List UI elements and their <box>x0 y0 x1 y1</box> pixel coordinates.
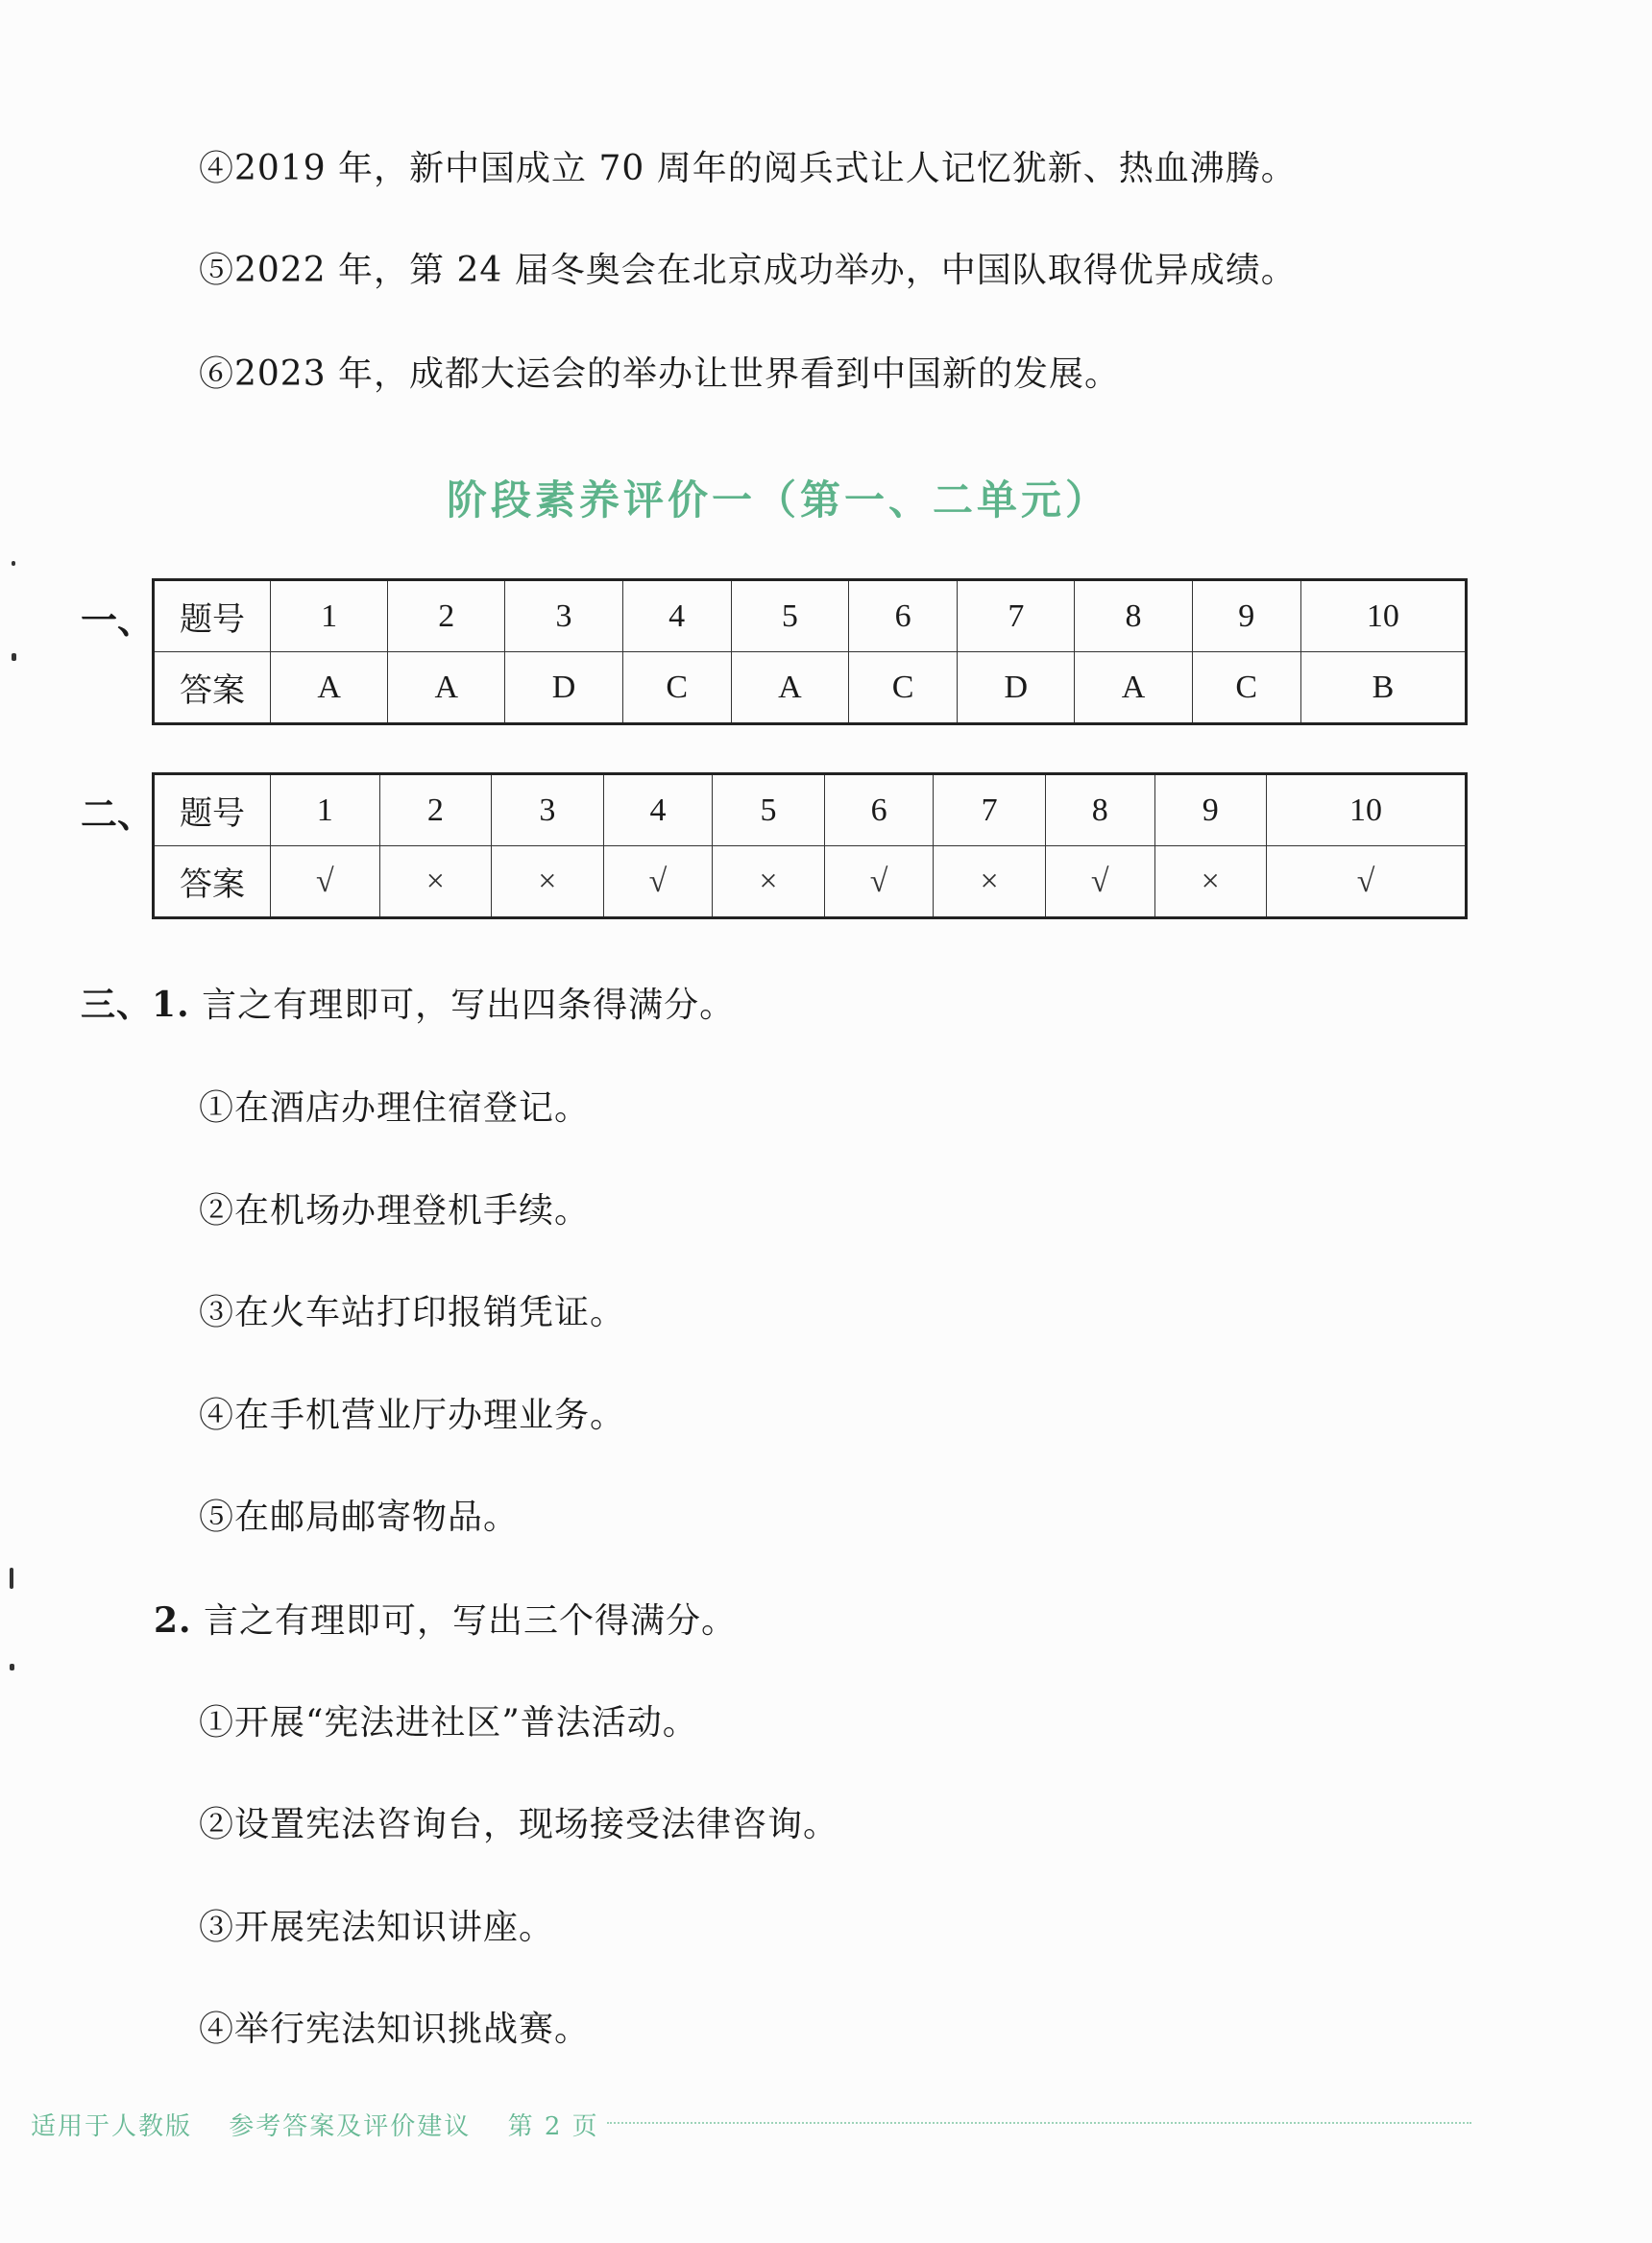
question-number: 8 <box>1075 580 1192 652</box>
q2-item: ④举行宪法知识挑战赛。 <box>199 2010 591 2049</box>
q1-item: ④在手机营业厅办理业务。 <box>199 1396 626 1435</box>
footer-book: 参考答案及评价建议 <box>229 2112 472 2141</box>
answer-cell: A <box>1075 652 1192 724</box>
answer-mark: × <box>1154 846 1267 918</box>
table-row-answers <box>154 652 1467 724</box>
answer-cell: C <box>848 652 957 724</box>
page-footer <box>31 2107 599 2142</box>
question-number: 7 <box>934 774 1046 846</box>
answer-cell: C <box>1192 652 1300 724</box>
question-number: 5 <box>713 774 825 846</box>
q1-item: ⑤在邮局邮寄物品。 <box>199 1498 520 1537</box>
scan-speck <box>10 1664 14 1670</box>
answer-mark: × <box>492 846 604 918</box>
row-header: 答案 <box>154 846 271 918</box>
q2-number: 2. <box>154 1600 192 1641</box>
answer-cell: A <box>271 652 388 724</box>
part3-label: 三、 <box>81 985 153 1025</box>
scan-speck <box>12 653 16 661</box>
answer-mark: × <box>379 846 492 918</box>
q2-item: ①开展“宪法进社区”普法活动。 <box>199 1703 698 1743</box>
question-number: 5 <box>731 580 848 652</box>
question-number: 4 <box>603 774 713 846</box>
footer-edition: 适用于人教版 <box>31 2112 193 2141</box>
question-number: 9 <box>1154 774 1267 846</box>
section-title: 阶段素养评价一（第一、二单元） <box>446 476 1109 524</box>
row-header: 题号 <box>154 774 271 846</box>
scan-speck <box>10 1568 13 1589</box>
question-number: 1 <box>271 774 380 846</box>
q2-prompt: 言之有理即可，写出三个得满分。 <box>204 1601 738 1641</box>
q1-item: ③在火车站打印报销凭证。 <box>199 1293 626 1332</box>
answer-mark: √ <box>271 846 380 918</box>
q1-item: ①在酒店办理住宿登记。 <box>199 1088 591 1128</box>
question-number: 10 <box>1300 580 1466 652</box>
part2-label: 二、 <box>81 792 155 836</box>
table-row-numbers <box>154 580 1467 652</box>
answer-mark: √ <box>1267 846 1467 918</box>
intro-item-4: ④2019 年，新中国成立 70 周年的阅兵式让人记忆犹新、热血沸腾。 <box>199 149 1297 188</box>
footer-dotted-rule <box>607 2122 1471 2124</box>
question-number: 4 <box>622 580 731 652</box>
question-number: 8 <box>1045 774 1154 846</box>
table-row-numbers <box>154 774 1467 846</box>
q1-item: ②在机场办理登机手续。 <box>199 1191 591 1231</box>
answer-cell: A <box>388 652 505 724</box>
q1-prompt: 言之有理即可，写出四条得满分。 <box>202 986 736 1025</box>
footer-page: 第 2 页 <box>507 2112 599 2141</box>
part3-q2-heading <box>154 1597 737 1645</box>
question-number: 1 <box>271 580 388 652</box>
answer-mark: × <box>934 846 1046 918</box>
scan-speck <box>12 561 15 566</box>
question-number: 6 <box>824 774 934 846</box>
part3-q1-heading <box>81 982 735 1029</box>
answer-cell: D <box>505 652 622 724</box>
q2-item: ③开展宪法知识讲座。 <box>199 1908 555 1947</box>
intro-item-5: ⑤2022 年，第 24 届冬奥会在北京成功举办，中国队取得优异成绩。 <box>199 251 1297 290</box>
question-number: 9 <box>1192 580 1300 652</box>
q2-item: ②设置宪法咨询台，现场接受法律咨询。 <box>199 1805 839 1844</box>
part2-answer-table <box>152 772 1468 919</box>
q1-number: 1. <box>152 985 190 1025</box>
table-row-answers <box>154 846 1467 918</box>
question-number: 7 <box>958 580 1075 652</box>
row-header: 题号 <box>154 580 271 652</box>
answer-mark: √ <box>603 846 713 918</box>
question-number: 2 <box>388 580 505 652</box>
question-number: 2 <box>379 774 492 846</box>
answer-cell: D <box>958 652 1075 724</box>
question-number: 3 <box>492 774 604 846</box>
answer-mark: √ <box>1045 846 1154 918</box>
question-number: 3 <box>505 580 622 652</box>
row-header: 答案 <box>154 652 271 724</box>
answer-mark: × <box>713 846 825 918</box>
answer-cell: A <box>731 652 848 724</box>
part1-answer-table <box>152 578 1468 725</box>
answer-mark: √ <box>824 846 934 918</box>
question-number: 10 <box>1267 774 1467 846</box>
answer-cell: C <box>622 652 731 724</box>
part1-label: 一、 <box>81 598 155 642</box>
question-number: 6 <box>848 580 957 652</box>
intro-item-6: ⑥2023 年，成都大运会的举办让世界看到中国新的发展。 <box>199 354 1121 394</box>
answer-cell: B <box>1300 652 1466 724</box>
